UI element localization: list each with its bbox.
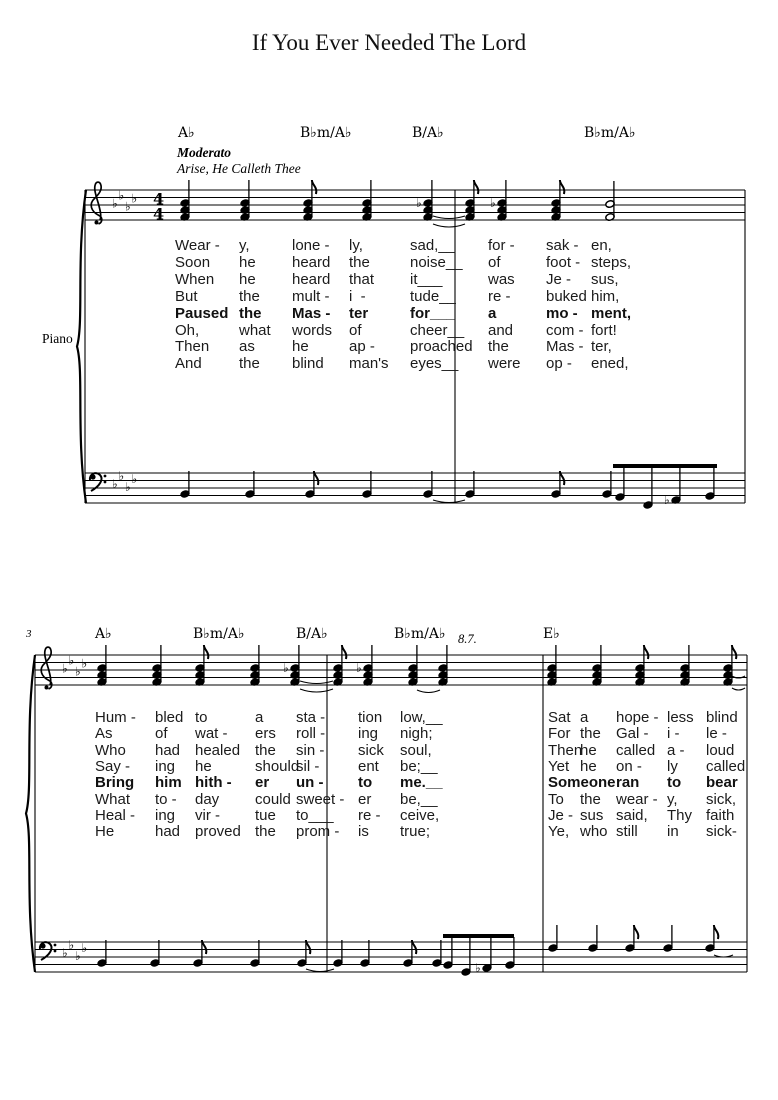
lyric-syllable: Who [95,741,126,759]
lyric-syllable: the [349,253,370,271]
lyric-syllable: ened, [591,355,629,373]
lyric-syllable: ly [667,757,678,775]
lyric-syllable: buked [546,287,587,305]
lyric-syllable: called [616,741,656,759]
lyric-syllable: to [358,774,373,792]
lyric-syllable: soul, [400,741,432,759]
eighth-flag [204,645,208,659]
lyric-syllable: who [580,823,608,841]
lyric-syllable: he [292,338,309,356]
chord-symbol: A♭ [178,125,195,141]
eighth-flag [560,180,564,194]
lyric-syllable: tude__ [410,287,456,305]
measure-number: 3 [26,628,32,640]
eighth-flag [714,925,718,939]
tie [417,690,440,693]
lyric-syllable: to [667,774,682,792]
key-signature-flat: ♭ [125,199,131,214]
key-signature-flat: ♭ [75,949,81,963]
lyric-syllable: Sat [548,709,571,726]
lyric-syllable: had [155,823,181,841]
treble-clef-icon [91,182,102,224]
lyric-syllable: ter [349,304,369,322]
lyric-syllable: ap - [349,338,375,356]
tie [300,681,333,684]
lyric-syllable: prom - [296,823,340,841]
lyric-syllable: ent [358,757,379,775]
lyric-syllable: that [349,270,375,288]
tie [732,688,745,690]
lyric-syllable: tion [358,709,383,726]
lyric-syllable: sin - [296,741,325,759]
lyric-syllable: noise__ [410,253,463,271]
lyric-syllable: he [239,270,256,288]
lyric-syllable: For [548,725,571,743]
tempo-marking: Moderato [177,145,231,160]
tie [306,969,334,972]
key-signature-flat: ♭ [68,653,75,668]
lyric-syllable: is [358,823,369,841]
key-signature-flat: ♭ [81,941,88,955]
lyric-syllable: of [155,725,168,743]
lyric-syllable: Say - [95,757,131,775]
lyric-syllable: man's [349,355,389,373]
lyric-syllable: the [239,287,260,305]
lyric-syllable: a [580,709,589,726]
lyric-syllable: hith - [195,774,232,792]
lyric-syllable: Yet [548,757,570,775]
lyric-syllable: a [255,709,264,726]
lyric-syllable: to - [155,790,177,808]
lyric-syllable: ment, [591,304,632,322]
lyric-syllable: was [488,270,515,288]
lyric-syllable: When [175,270,215,288]
lyric-syllable: the [239,355,260,373]
lyric-syllable: he [580,757,597,775]
lyric-syllable: op - [546,355,572,373]
lyric-syllable: un - [296,774,324,792]
lyric-syllable: called [706,757,746,775]
lyric-syllable: y, [667,790,678,808]
lyric-syllable: To [548,790,564,808]
key-signature-flat: ♭ [75,664,81,679]
eighth-flag [474,180,478,194]
lyric-syllable: and [488,321,514,339]
lyric-syllable: wat - [195,725,228,743]
meter-marking: 8.7. [458,632,477,646]
lyric-syllable: sad,__ [410,237,456,254]
tie [300,689,333,692]
lyric-syllable: cheer__ [410,321,465,339]
chord-symbol: B♭m/A♭ [300,125,352,141]
lyric-syllable: Heal - [95,806,136,824]
time-signature-numerator: 4 [153,189,165,209]
lyric-syllable: y, [239,237,250,254]
lyric-syllable: true; [400,823,431,841]
lyric-syllable: for - [488,237,515,254]
lyric-syllable: the [255,823,276,841]
chord-symbol: B♭m/A♭ [394,626,446,642]
lyric-syllable: As [95,725,113,743]
lyric-syllable: still [616,823,638,841]
lyric-syllable: Wear - [175,237,220,254]
lyric-syllable: Someone [548,774,616,792]
tie [433,500,465,503]
lyric-syllable: had [155,741,181,759]
lyric-syllable: sus, [591,270,619,288]
lyric-syllable: He [95,823,115,841]
lyric-syllable: Oh, [175,321,200,339]
lyric-syllable: sak - [546,237,579,254]
chord-symbol: E♭ [543,626,560,642]
lyric-syllable: hope - [616,709,659,726]
lyric-syllable: heard [292,270,331,288]
eighth-flag [732,645,736,659]
lyric-syllable: i - [667,725,680,743]
lyric-syllable: steps, [591,253,632,271]
lyric-syllable: ers [255,725,276,743]
accidental-flat: ♭ [664,493,670,507]
lyric-syllable: loud [706,741,735,759]
tie [433,216,465,219]
lyric-syllable: mult - [292,287,330,305]
eighth-flag [312,180,316,194]
lyric-syllable: were [488,355,521,373]
lyric-syllable: he [580,741,597,759]
lyric-syllable: what [239,321,271,339]
lyric-syllable: the [239,304,262,322]
lyric-syllable: en, [591,237,612,254]
lyric-syllable: words [292,321,333,339]
lyric-syllable: him, [591,287,620,305]
lyric-syllable: a - [667,741,685,759]
lyric-syllable: ing [155,757,176,775]
lyric-syllable: Soon [175,253,211,271]
lyric-syllable: Mas - [546,338,584,356]
lyric-syllable: lone - [292,237,330,254]
key-signature-flat: ♭ [131,191,138,206]
lyric-syllable: for___ [410,304,456,322]
lyric-syllable: Je - [546,270,572,288]
key-signature-flat: ♭ [112,196,118,211]
lyric-syllable: ing [155,806,176,824]
lyric-syllable: me.__ [400,774,443,792]
lyric-syllable: said, [616,806,648,824]
accidental-flat: ♭ [490,196,496,210]
lyric-syllable: he [239,253,256,271]
lyric-syllable: blind [706,709,738,726]
lyric-syllable: ran [616,774,640,792]
eighth-flag [634,925,638,939]
tie [433,224,465,227]
lyric-syllable: ceive, [400,806,440,824]
song-reference: Arise, He Calleth Thee [177,161,301,176]
lyric-syllable: him [155,774,182,792]
lyric-syllable: er [358,790,372,808]
lyric-syllable: should [255,757,300,775]
key-signature-flat: ♭ [81,656,88,671]
lyric-syllable: er [255,774,270,792]
chord-symbol: B/A♭ [412,125,444,141]
key-signature-flat: ♭ [62,661,68,676]
key-signature-flat: ♭ [62,946,68,960]
lyric-syllable: Hum - [95,709,136,726]
accidental-flat: ♭ [356,661,362,675]
lyric-syllable: of [488,253,501,271]
lyric-syllable: sta - [296,709,326,726]
lyric-syllable: roll - [296,725,326,743]
lyric-syllable: in [667,823,679,841]
lyric-syllable: bear [706,774,738,792]
lyric-syllable: proached [410,338,473,356]
lyric-syllable: tue [255,806,276,824]
accidental-flat: ♭ [475,961,481,975]
accidental-flat: ♭ [283,661,289,675]
instrument-label: Piano [42,331,73,346]
lyric-syllable: the [488,338,509,356]
lyric-syllable: sick [358,741,384,759]
lyric-syllable: be;__ [400,757,438,775]
lyric-syllable: sick- [706,823,737,841]
lyric-syllable: wear - [616,790,658,808]
lyric-syllable: ing [358,725,379,743]
lyric-syllable: i - [349,287,366,305]
lyric-syllable: low,__ [400,709,443,726]
chord-symbol: B♭m/A♭ [584,125,636,141]
lyric-syllable: the [255,741,276,759]
lyric-syllable: less [667,709,694,726]
lyric-syllable: mo - [546,304,578,322]
key-signature-flat: ♭ [68,938,75,952]
lyric-syllable: Gal - [616,725,649,743]
lyric-syllable: Paused [175,304,229,322]
chord-symbol: B♭m/A♭ [193,626,245,642]
lyric-syllable: Then [548,741,583,759]
lyric-syllable: Bring [95,774,135,792]
lyric-syllable: sus [580,806,604,824]
eighth-flag [644,645,648,659]
lyric-syllable: foot - [546,253,581,271]
lyric-syllable: com - [546,321,584,339]
lyric-syllable: ly, [349,237,363,254]
lyric-syllable: could [255,790,291,808]
page-title: If You Ever Needed The Lord [251,30,527,55]
lyric-syllable: as [239,338,255,356]
lyric-syllable: vir - [195,806,220,824]
chord-symbol: A♭ [95,626,112,642]
lyric-syllable: sick, [706,790,736,808]
beam [613,464,717,468]
lyric-syllable: Ye, [548,823,570,841]
lyric-syllable: re - [358,806,381,824]
lyric-syllable: And [175,355,202,373]
time-signature-denominator: 4 [153,204,165,224]
lyric-syllable: But [175,287,198,305]
lyric-syllable: fort! [591,321,617,339]
lyric-syllable: Thy [667,806,693,824]
lyric-syllable: Mas - [292,304,331,322]
lyric-syllable: Je - [548,806,574,824]
lyric-syllable: a [488,304,497,322]
lyric-syllable: he [195,757,212,775]
key-signature-flat: ♭ [125,480,131,494]
lyric-syllable: faith [706,806,735,824]
chord-symbol: B/A♭ [296,626,328,642]
lyric-syllable: it___ [410,270,443,288]
system-brace [26,655,35,972]
lyric-syllable: ter, [591,338,612,356]
lyric-syllable: on - [616,757,642,775]
lyric-syllable: sil - [296,757,320,775]
accidental-flat: ♭ [416,196,422,210]
lyric-syllable: eyes__ [410,355,459,373]
lyric-syllable: What [95,790,131,808]
lyric-syllable: day [195,790,220,808]
lyric-syllable: healed [195,741,241,759]
key-signature-flat: ♭ [112,477,118,491]
key-signature-flat: ♭ [118,188,125,203]
lyric-syllable: le - [706,725,727,743]
lyric-syllable: the [580,790,601,808]
lyric-syllable: blind [292,355,324,373]
eighth-flag [342,645,346,659]
lyric-syllable: sweet - [296,790,345,808]
lyric-syllable: to___ [296,806,334,824]
lyric-syllable: proved [195,823,241,841]
lyric-syllable: be,__ [400,790,438,808]
key-signature-flat: ♭ [131,472,138,486]
beam [443,934,514,938]
treble-clef-icon [41,647,52,689]
lyric-syllable: re - [488,287,511,305]
lyric-syllable: heard [292,253,331,271]
lyric-syllable: bled [155,709,184,726]
lyric-syllable: to [195,709,208,726]
lyric-syllable: nigh; [400,725,433,743]
lyric-syllable: the [580,725,601,743]
key-signature-flat: ♭ [118,469,125,483]
lyric-syllable: Then [175,338,210,356]
lyric-syllable: of [349,321,362,339]
